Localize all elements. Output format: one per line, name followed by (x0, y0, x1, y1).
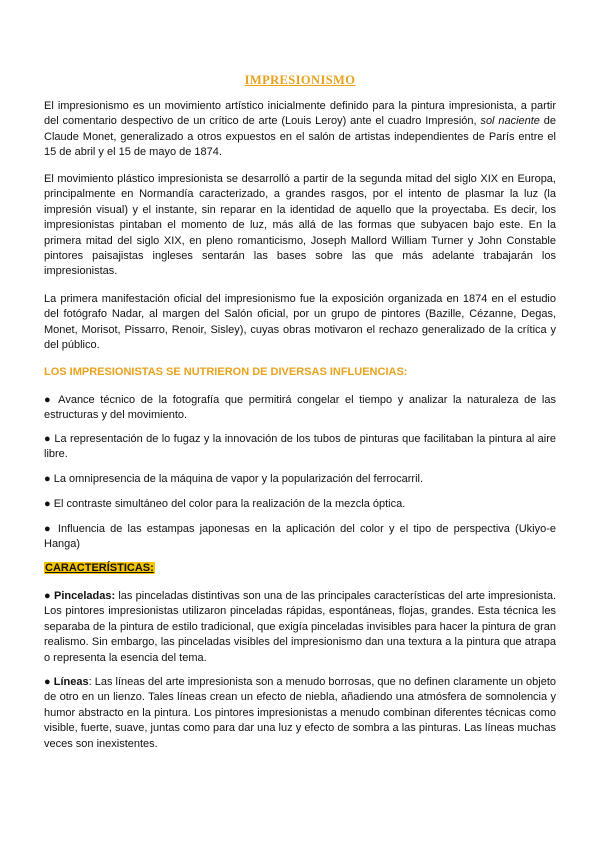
intro-paragraph-1 (44, 99, 556, 161)
page-title: IMPRESIONISMO (244, 73, 356, 87)
brush-bullet: ● (44, 590, 55, 602)
characteristic-lines (44, 675, 556, 752)
lines-label: Líneas (53, 676, 89, 688)
intro-paragraph-3: La primera manifestación oficial del impresionismo fue la exposición organizada en 1874 en el estudio del fotógrafo Nadar, al margen del Salón oficial, por un grupo de pintores (Bazille, Cézanne, Degas, Monet, Morisot, Pissarro, Renoir, Sisley), cuyas obras motivaron el rechazo generalizado de la crítica y del público. (44, 293, 556, 352)
influence-item-5: ● Influencia de las estampas japonesas en la aplicación del color y el tipo de perspectiva (Ukiyo-e Hanga) (44, 523, 556, 551)
lines-bullet: ● (44, 676, 54, 688)
characteristics-heading: CARACTERÍSTICAS: (45, 562, 154, 574)
influence-item-2: ● La representación de lo fugaz y la innovación de los tubos de pinturas que facilitaban la pintura al aire libre. (44, 433, 556, 461)
lines-text: : Las líneas del arte impresionista son a menudo borrosas, que no definen claramente un objeto de otro en un lienzo. Tales líneas crean un efecto de niebla, añadiendo una atmósfera de somnolencia y humor abstracto en la pintura. Los pintores impresionistas a menudo combinan diferentes técnicas como visible, fuerte, suave, juntas como para dar una luz y efecto de sombra a las pinturas. Las líneas muchas veces son inexistentes. (44, 676, 556, 750)
characteristic-brushstrokes (44, 589, 556, 666)
intro-paragraph-2: El movimiento plástico impresionista se desarrolló a partir de la segunda mitad del siglo XIX en Europa, principalmente en Normandía caracterizado, a grandes rasgos, por el intento de plasmar la luz (la impresión visual) y el instante, sin reparar en la identidad de aquello que la proyectaba. Es decir, los impresionistas pintaban el momento de luz, más allá de las formas que subyacen bajo este. En la primera mitad del siglo XIX, en pleno romanticismo, Joseph Mallord William Turner y John Constable pintores paisajistas ingleses sentarán las bases sobre las que más adelante trabajarán los impresionistas. (44, 173, 556, 278)
influence-item-3: ● La omnipresencia de la máquina de vapor y la popularización del ferrocarril. (44, 473, 424, 485)
brush-label: Pinceladas: (54, 590, 116, 602)
brush-text: las pinceladas distintivas son una de las principales características del arte impresionista. Los pintores impresionistas utilizaron pinceladas rápidas, espontáneas, flojas, grandes. Esta técnica les separaba de la pintura de estilo tradicional, que exigía pinceladas invisibles para hacer la pintura de gran realismo. Sin embargo, las pinceladas visibles del impresionismo dan una textura a la pintura que atrapa o representa la esencia del tema. (44, 590, 557, 664)
influence-item-1: ● Avance técnico de la fotografía que permitirá congelar el tiempo y analizar la naturaleza de las estructuras y del movimiento. (44, 394, 556, 422)
intro-p1-italic: sol naciente (480, 115, 540, 128)
intro-p1-part-b: de Claude Monet, generalizado a otros expuestos en el salón de artistas independientes de París entre el 15 de abril y el 15 de mayo de 1874. (44, 115, 556, 159)
intro-p1-part-a: El impresionismo es un movimiento artístico inicialmente definido para la pintura impresionista, a partir del comentario despectivo de un crítico de arte (Louis Leroy) ante el cuadro Impresión, (44, 100, 556, 128)
influences-heading: LOS IMPRESIONISTAS SE NUTRIERON DE DIVERSAS INFLUENCIAS: (44, 366, 408, 378)
influence-item-4: ● El contraste simultáneo del color para la realización de la mezcla óptica. (44, 498, 406, 510)
